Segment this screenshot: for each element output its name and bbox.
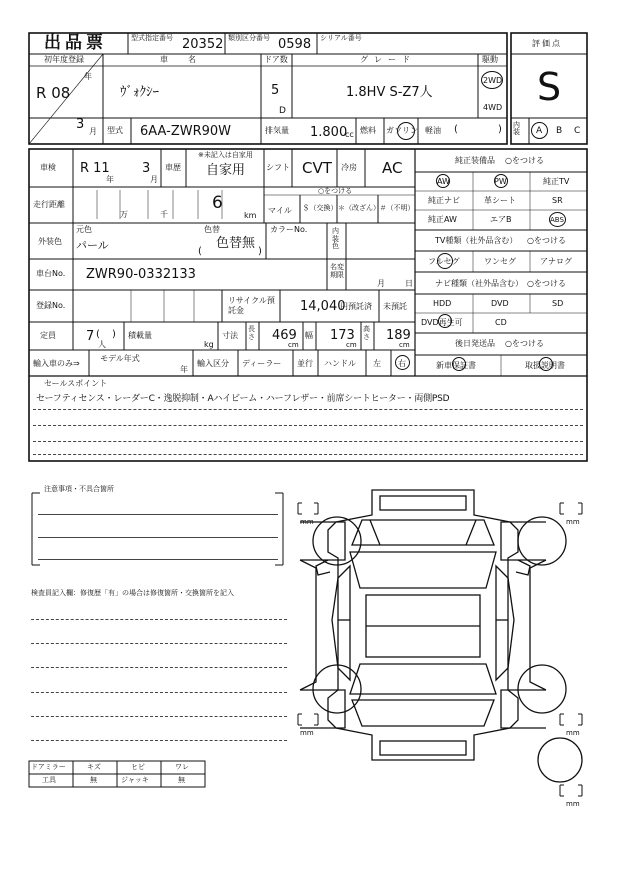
width-value: 173 xyxy=(330,328,355,343)
equip-genuine-aw: 純正AW xyxy=(428,215,457,224)
equip-airbag: エアB xyxy=(490,215,512,224)
missing-h2: ヒビ xyxy=(131,763,145,771)
nav-hdd: HDD xyxy=(433,299,452,308)
repaint-label: 色替 xyxy=(204,225,220,234)
odo-exchanged: ＄（交換） xyxy=(302,204,338,212)
first-reg-year-unit: 年 xyxy=(84,72,92,81)
car-name: ｳﾞｫｸｼｰ xyxy=(120,85,159,100)
category-number: 0598 xyxy=(278,37,312,52)
inspection-month: 3 xyxy=(142,161,151,176)
nav-title: ナビ種類（社外品含む） xyxy=(435,279,523,288)
form-title: 出品票 xyxy=(44,33,107,53)
width-unit: cm xyxy=(346,341,357,349)
usage-label: 車歴 xyxy=(165,163,181,172)
later-warranty: 新車保証書 xyxy=(436,361,476,370)
equip-aw: AW xyxy=(437,177,450,186)
later-warranty-circle xyxy=(452,357,466,371)
equip-tv: 純正TV xyxy=(543,177,570,186)
ext-color-label: 外装色 xyxy=(38,237,62,246)
equipment-note: ○をつける xyxy=(505,156,544,165)
missing-r2: ジャッキ xyxy=(121,776,149,784)
serial-label: シリアル番号 xyxy=(320,34,362,42)
doors-label: ドア数 xyxy=(264,55,288,64)
shift-value: CVT xyxy=(302,159,332,177)
later-note: ○をつける xyxy=(505,339,544,348)
tv-oneseg: ワンセグ xyxy=(484,257,516,266)
sales-label: セールスポイント xyxy=(44,379,108,388)
import-label: 輸入車のみ⇒ xyxy=(33,359,80,368)
equip-abs-circle xyxy=(549,212,566,227)
shift-label: シフト xyxy=(266,163,290,172)
odo-tampered: ＊（改ざん） xyxy=(338,204,380,212)
equipment-title: 純正装備品 xyxy=(455,156,495,165)
tire-mm-fl: mm xyxy=(300,518,314,526)
recycle-unpaid: 未預託 xyxy=(383,302,407,311)
handle-label: ハンドル xyxy=(324,359,356,368)
category-label: 類別区分番号 xyxy=(228,34,270,42)
load-label: 積載量 xyxy=(128,331,152,340)
nav-dvd-play: DVD再生可 xyxy=(421,318,463,327)
mile-label: マイル xyxy=(268,206,292,215)
drive-label: 駆動 xyxy=(482,55,498,64)
inspector-note: 検査員記入欄：修復歴「有」の場合は修復箇所・交換箇所を記入 xyxy=(31,589,234,597)
grade-label: グレード xyxy=(360,55,416,64)
first-reg-label: 初年度登録 xyxy=(44,55,84,64)
recycle-label: リサイクル預託金 xyxy=(228,296,275,315)
nav-dvd-play-circle xyxy=(438,314,452,328)
mileage-unit-sen: 千 xyxy=(160,210,168,219)
drive-2wd: 2WD xyxy=(483,76,503,85)
orig-color-label: 元色 xyxy=(76,225,92,234)
model-type: 6AA-ZWR90W xyxy=(140,124,232,139)
equip-pw: PW xyxy=(494,177,507,186)
import-dealer: ディーラー xyxy=(242,359,282,368)
model-year-unit: 年 xyxy=(180,365,188,374)
missing-h3: ワレ xyxy=(175,763,189,771)
width-label: 幅 xyxy=(305,331,313,340)
nav-dvd: DVD xyxy=(491,299,509,308)
interior-label: 内装 xyxy=(513,121,520,136)
missing-r0: 工具 xyxy=(42,776,56,784)
displacement-label: 排気量 xyxy=(265,126,289,135)
nav-cd: CD xyxy=(495,318,507,327)
later-manual: 取扱説明書 xyxy=(525,361,565,370)
tire-mm-rr: mm xyxy=(566,729,580,737)
missing-r3: 無 xyxy=(178,776,185,784)
capacity-unit: 人 xyxy=(98,340,106,349)
missing-r1: 無 xyxy=(90,776,97,784)
color-no-label: カラーNo. xyxy=(270,225,308,234)
aircon-value: AC xyxy=(382,159,403,177)
doors-count: 5 xyxy=(271,83,280,98)
car-diagram xyxy=(300,490,582,782)
chassis-number: ZWR90-0332133 xyxy=(86,267,196,282)
tv-title: TV種類（社外品含む） xyxy=(435,236,518,245)
load-unit: kg xyxy=(204,340,214,349)
length-unit: cm xyxy=(288,341,299,349)
drive-2wd-circle xyxy=(481,71,503,89)
mileage-value: 6 xyxy=(212,193,223,213)
model-number-label: 型式指定番号 xyxy=(131,34,173,42)
first-reg-era: R 08 xyxy=(36,84,71,102)
equip-sr: SR xyxy=(552,196,563,205)
equip-leather: 革シート xyxy=(484,196,516,205)
capacity-label: 定員 xyxy=(40,331,56,340)
capacity-value: 7 xyxy=(86,329,95,344)
chassis-label: 車台No. xyxy=(36,269,66,278)
usage-value: 自家用 xyxy=(206,163,246,178)
handle-left: 左 xyxy=(373,359,381,368)
height-unit: cm xyxy=(399,341,410,349)
height-label: 高さ xyxy=(363,325,370,341)
model-year-label: モデル年式 xyxy=(100,354,140,363)
door-type: D xyxy=(279,106,286,116)
tire-mm-spare: mm xyxy=(566,800,580,808)
usage-note: ※未記入は自家用 xyxy=(198,151,253,159)
drive-4wd: 4WD xyxy=(483,103,503,112)
car-name-label: 車 名 xyxy=(160,55,202,64)
equip-aw-circle xyxy=(436,174,450,188)
mileage-label: 走行距離 xyxy=(33,200,65,209)
handle-right: 右 xyxy=(398,359,406,368)
interior-grade-a: A xyxy=(536,126,543,136)
recycle-status: 円預託済 xyxy=(340,302,372,311)
odo-unknown: ＃（不明） xyxy=(379,204,415,212)
first-reg-month-unit: 月 xyxy=(89,127,97,136)
grade: 1.8HV S-Z7人 xyxy=(346,85,433,100)
later-title: 後日発送品 xyxy=(455,339,495,348)
inspection-label: 車検 xyxy=(40,163,56,172)
inspection-year-unit: 年 xyxy=(106,175,114,184)
fuel-gasoline: ガソリン xyxy=(386,126,418,135)
length-value: 469 xyxy=(272,328,297,343)
nav-sd: SD xyxy=(552,299,564,308)
missing-h0: ドアミラー xyxy=(31,763,66,771)
aircon-label: 冷房 xyxy=(341,163,357,172)
handle-right-circle xyxy=(395,355,410,370)
dims-label: 寸法 xyxy=(222,331,238,340)
tv-fullseg: フルセグ xyxy=(428,257,460,266)
ext-color-value: パール xyxy=(76,239,109,252)
int-color-label: 内装色 xyxy=(332,227,339,251)
rating-label: 評価点 xyxy=(532,39,562,48)
equip-abs: ABS xyxy=(550,216,564,224)
displacement-unit: cc xyxy=(345,130,354,139)
sales-text: セーフティセンス・レーダーC・逸脱抑制・Aハイビーム・ハーフレザー・前席シートヒーター・両側PSD xyxy=(36,394,450,404)
name-change-label: 名変期限 xyxy=(330,263,344,280)
interior-grade-c: C xyxy=(574,126,581,136)
length-label: 長さ xyxy=(248,325,255,341)
missing-h1: キズ xyxy=(87,763,101,771)
mileage-unit-km: km xyxy=(244,211,257,220)
diesel-label: 軽油 xyxy=(425,126,441,135)
odo-note: ○をつける xyxy=(318,187,353,195)
displacement: 1.800 xyxy=(310,125,348,140)
mileage-unit-man: 万 xyxy=(120,210,128,219)
fuel-circle xyxy=(397,122,415,140)
first-reg-month: 3 xyxy=(76,117,85,132)
tv-note: ○をつける xyxy=(527,236,566,245)
name-change-month: 月 xyxy=(377,279,385,288)
rating-score: S xyxy=(537,65,562,109)
notes-title: 注意事項・不具合箇所 xyxy=(44,485,114,493)
height-value: 189 xyxy=(386,328,411,343)
repaint-value: 色替無 xyxy=(216,236,256,251)
import-parallel: 並行 xyxy=(297,359,313,368)
tire-mm-fr: mm xyxy=(566,518,580,526)
tire-mm-rl: mm xyxy=(300,729,314,737)
reg-no-label: 登録No. xyxy=(36,301,66,310)
equip-navi: 純正ナビ xyxy=(428,196,460,205)
nav-note: ○をつける xyxy=(527,279,566,288)
later-manual-circle xyxy=(539,357,553,371)
interior-a-circle xyxy=(531,122,548,139)
inspection-month-unit: 月 xyxy=(150,175,158,184)
model-type-label: 型式 xyxy=(107,126,123,135)
tv-fullseg-circle xyxy=(437,253,453,269)
interior-grade-b: B xyxy=(556,126,563,136)
equip-pw-circle xyxy=(494,174,508,188)
recycle-amount: 14,040 xyxy=(300,299,346,314)
inspection-era: R 11 xyxy=(80,161,110,176)
model-number: 20352 xyxy=(182,37,224,52)
fuel-label: 燃料 xyxy=(360,126,376,135)
tv-analog: アナログ xyxy=(540,257,572,266)
import-type-label: 輸入区分 xyxy=(197,359,229,368)
